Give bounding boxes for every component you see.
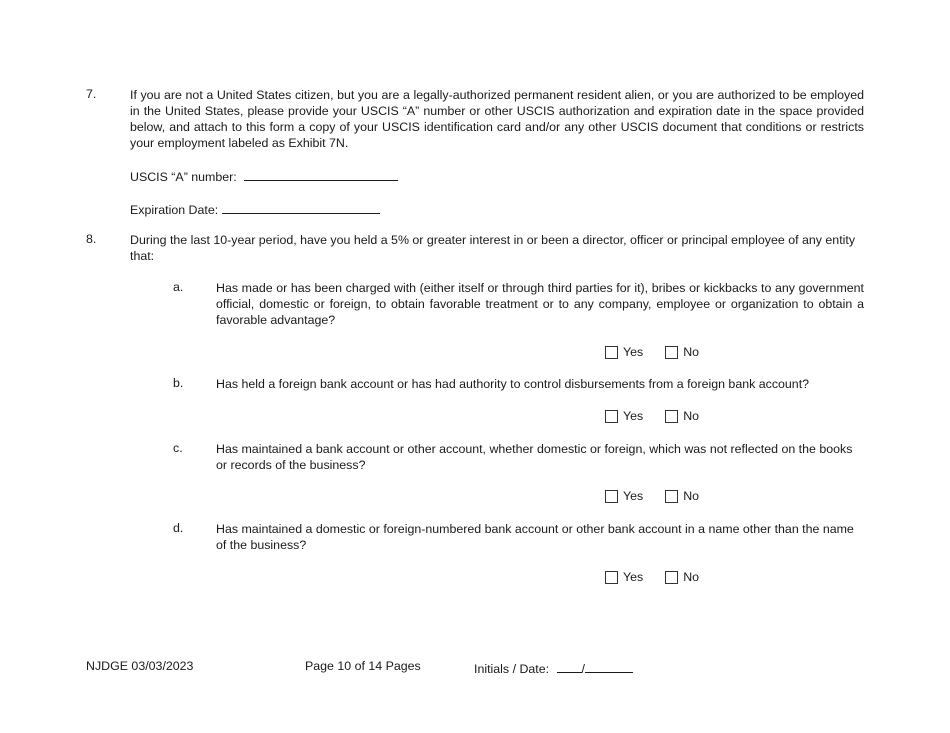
q8c-yes-label: Yes xyxy=(623,489,644,503)
q8b-answer xyxy=(605,408,699,424)
q8a-letter: a. xyxy=(173,280,184,294)
a-number-label: USCIS “A” number: xyxy=(130,170,237,184)
initials-separator: / xyxy=(581,662,585,676)
q8-number: 8. xyxy=(86,232,97,246)
q8b-text: Has held a foreign bank account or has had authority to control disbursements from a foreign bank account? xyxy=(216,377,810,391)
q8a-text: Has made or has been charged with (either itself or through third parties for it), bribes or kickbacks to any government official, domestic or foreign, to obtain favorable treatment or to any company, employee or organization to obtain a favorable advantage? xyxy=(216,281,864,327)
q8d-text: Has maintained a domestic or foreign-numbered bank account or other bank account in a name other than the name of the business? xyxy=(216,522,854,552)
q8a-yes-label: Yes xyxy=(623,345,644,359)
a-number-row xyxy=(130,167,398,184)
q8b-letter: b. xyxy=(173,376,184,390)
q8b-no-label: No xyxy=(683,409,700,423)
q8a-no-checkbox[interactable] xyxy=(665,346,678,359)
expiration-label: Expiration Date: xyxy=(130,203,219,217)
q8d-yes-label: Yes xyxy=(623,570,644,584)
q8c-answer xyxy=(605,488,699,504)
q8d-no-checkbox[interactable] xyxy=(665,571,678,584)
q8b-no-checkbox[interactable] xyxy=(665,410,678,423)
q7-number: 7. xyxy=(86,87,97,101)
q8d-answer xyxy=(605,569,699,585)
q8d-no-label: No xyxy=(683,570,700,584)
q8c-yes-checkbox[interactable] xyxy=(605,490,618,503)
initials-input[interactable] xyxy=(557,659,582,673)
q8d-letter: d. xyxy=(173,521,184,535)
expiration-row xyxy=(130,200,380,217)
initials-date-input[interactable] xyxy=(585,659,633,673)
q8d-yes-checkbox[interactable] xyxy=(605,571,618,584)
a-number-input[interactable] xyxy=(244,167,398,181)
footer-form-id: NJDGE 03/03/2023 xyxy=(86,659,194,673)
initials-label: Initials / Date: xyxy=(474,662,550,676)
q8b-yes-checkbox[interactable] xyxy=(605,410,618,423)
q8c-text: Has maintained a bank account or other account, whether domestic or foreign, which was not reflected on the books or records of the business? xyxy=(216,442,853,472)
q7-text: If you are not a United States citizen, but you are a legally-authorized permanent resident alien, or you are authorized to be employed in the United States, please provide your USCIS “A” number or other USCIS authorization and expiration date in the space provided below, and attach to this form a copy of your USCIS identification card and/or any other USCIS document that conditions or restricts your employment labeled as Exhibit 7N. xyxy=(130,88,864,150)
q8c-letter: c. xyxy=(173,441,183,455)
q8-text: During the last 10-year period, have you held a 5% or greater interest in or been a director, officer or principal employee of any entity that: xyxy=(130,233,856,263)
footer-page-number: Page 10 of 14 Pages xyxy=(305,659,421,673)
q8c-no-label: No xyxy=(683,489,700,503)
expiration-date-input[interactable] xyxy=(222,200,380,214)
q8a-yes-checkbox[interactable] xyxy=(605,346,618,359)
q8a-no-label: No xyxy=(683,345,700,359)
q8a-answer xyxy=(605,344,699,360)
q8c-no-checkbox[interactable] xyxy=(665,490,678,503)
footer-initials xyxy=(474,659,633,676)
q8b-yes-label: Yes xyxy=(623,409,644,423)
